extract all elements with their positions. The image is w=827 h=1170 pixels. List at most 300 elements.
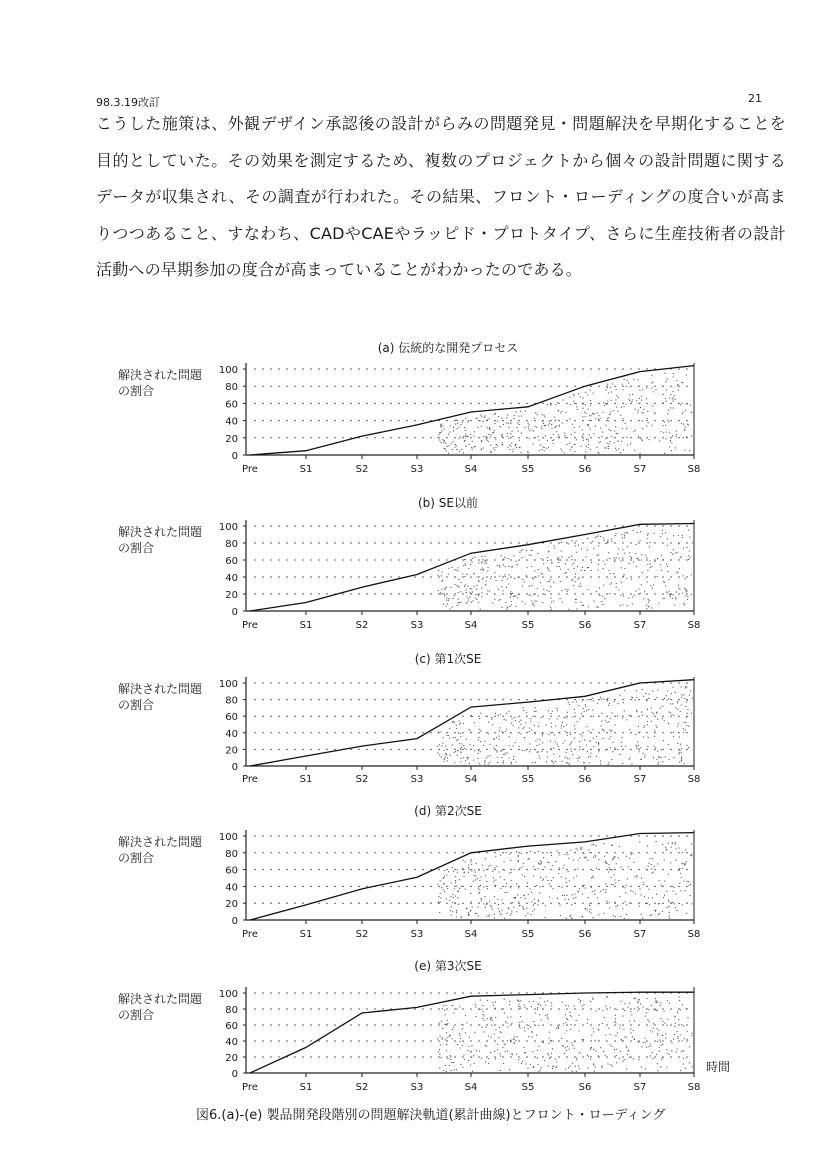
- texture-dot: [450, 608, 451, 609]
- texture-dot: [681, 760, 682, 761]
- texture-dot: [518, 861, 519, 862]
- texture-dot: [658, 1030, 659, 1031]
- texture-dot: [529, 731, 530, 732]
- texture-dot: [547, 1017, 548, 1018]
- texture-dot: [520, 1000, 521, 1001]
- texture-dot: [546, 448, 547, 449]
- texture-dot: [537, 752, 538, 753]
- texture-dot: [580, 857, 581, 858]
- texture-dot: [586, 446, 587, 447]
- texture-dot: [679, 589, 680, 590]
- texture-dot: [495, 439, 496, 440]
- texture-dot: [475, 879, 476, 880]
- texture-dot: [569, 916, 570, 917]
- texture-dot: [532, 429, 533, 430]
- y-tick-label: 20: [225, 433, 238, 445]
- texture-dot: [524, 1031, 525, 1032]
- texture-dot: [605, 883, 606, 884]
- texture-dot: [641, 1066, 642, 1067]
- texture-dot: [664, 860, 665, 861]
- texture-dot: [671, 1050, 672, 1051]
- texture-dot: [533, 1066, 534, 1067]
- texture-dot: [625, 901, 626, 902]
- texture-dot: [525, 603, 526, 604]
- texture-dot: [593, 876, 594, 877]
- texture-dot: [588, 897, 589, 898]
- texture-dot: [637, 558, 638, 559]
- texture-dot: [463, 1054, 464, 1055]
- texture-dot: [634, 450, 635, 451]
- texture-dot: [506, 602, 507, 603]
- texture-dot: [595, 1066, 596, 1067]
- texture-dot: [581, 570, 582, 571]
- texture-dot: [595, 537, 596, 538]
- texture-dot: [463, 436, 464, 437]
- texture-dot: [511, 763, 512, 764]
- texture-dot: [677, 1012, 678, 1013]
- texture-dot: [662, 1021, 663, 1022]
- texture-dot: [566, 752, 567, 753]
- texture-dot: [492, 603, 493, 604]
- texture-dot: [477, 907, 478, 908]
- texture-dot: [561, 1038, 562, 1039]
- texture-dot: [442, 580, 443, 581]
- texture-dot: [633, 431, 634, 432]
- texture-dot: [505, 566, 506, 567]
- texture-dot: [579, 749, 580, 750]
- texture-dot: [631, 715, 632, 716]
- texture-dot: [581, 586, 582, 587]
- texture-dot: [453, 1013, 454, 1014]
- texture-dot: [635, 998, 636, 999]
- texture-dot: [562, 556, 563, 557]
- texture-dot: [544, 1001, 545, 1002]
- texture-dot: [450, 910, 451, 911]
- texture-dot: [536, 601, 537, 602]
- texture-dot: [610, 441, 611, 442]
- texture-dot: [658, 762, 659, 763]
- texture-dot: [503, 564, 504, 565]
- texture-dot: [681, 705, 682, 706]
- texture-dot: [567, 758, 568, 759]
- texture-dot: [581, 446, 582, 447]
- texture-dot: [682, 413, 683, 414]
- texture-dot: [569, 704, 570, 705]
- texture-dot: [525, 722, 526, 723]
- texture-dot: [690, 884, 691, 885]
- texture-dot: [582, 436, 583, 437]
- texture-dot: [511, 601, 512, 602]
- texture-dot: [547, 567, 548, 568]
- x-tick-label: S5: [521, 464, 535, 475]
- texture-dot: [509, 854, 510, 855]
- texture-dot: [446, 735, 447, 736]
- texture-dot: [561, 725, 562, 726]
- texture-dot: [478, 750, 479, 751]
- texture-dot: [470, 564, 471, 565]
- texture-dot: [502, 442, 503, 443]
- texture-dot: [679, 750, 680, 751]
- texture-dot: [446, 1071, 447, 1072]
- texture-dot: [567, 763, 568, 764]
- texture-dot: [510, 597, 511, 598]
- texture-dot: [574, 1048, 575, 1049]
- texture-dot: [534, 437, 535, 438]
- texture-dot: [679, 883, 680, 884]
- texture-dot: [604, 856, 605, 857]
- texture-dot: [509, 606, 510, 607]
- texture-dot: [638, 436, 639, 437]
- texture-dot: [575, 1066, 576, 1067]
- texture-dot: [619, 1058, 620, 1059]
- texture-dot: [516, 851, 517, 852]
- texture-dot: [607, 541, 608, 542]
- texture-dot: [456, 910, 457, 911]
- texture-dot: [653, 713, 654, 714]
- texture-dot: [651, 868, 652, 869]
- texture-dot: [577, 761, 578, 762]
- texture-dot: [677, 701, 678, 702]
- texture-dot: [680, 890, 681, 891]
- texture-dot: [643, 882, 644, 883]
- texture-dot: [678, 870, 679, 871]
- texture-dot: [459, 1041, 460, 1042]
- texture-dot: [439, 434, 440, 435]
- texture-dot: [647, 845, 648, 846]
- texture-dot: [499, 565, 500, 566]
- texture-dot: [457, 423, 458, 424]
- texture-dot: [533, 443, 534, 444]
- texture-dot: [603, 843, 604, 844]
- texture-dot: [580, 847, 581, 848]
- texture-dot: [568, 858, 569, 859]
- x-tick-label: S6: [578, 1082, 592, 1093]
- texture-dot: [632, 853, 633, 854]
- texture-dot: [567, 589, 568, 590]
- texture-dot: [488, 1036, 489, 1037]
- texture-dot: [457, 567, 458, 568]
- texture-dot: [517, 1036, 518, 1037]
- texture-dot: [658, 756, 659, 757]
- texture-dot: [570, 404, 571, 405]
- texture-dot: [439, 1049, 440, 1050]
- texture-dot: [557, 710, 558, 711]
- texture-dot: [540, 998, 541, 999]
- texture-dot: [554, 734, 555, 735]
- texture-dot: [567, 444, 568, 445]
- texture-dot: [565, 1022, 566, 1023]
- texture-dot: [666, 849, 667, 850]
- texture-dot: [585, 704, 586, 705]
- texture-dot: [576, 1058, 577, 1059]
- texture-dot: [452, 1062, 453, 1063]
- texture-dot: [589, 699, 590, 700]
- texture-dot: [626, 404, 627, 405]
- texture-dot: [446, 1032, 447, 1033]
- texture-dot: [561, 551, 562, 552]
- texture-dot: [474, 557, 475, 558]
- texture-dot: [611, 712, 612, 713]
- texture-dot: [652, 588, 653, 589]
- texture-dot: [687, 1017, 688, 1018]
- texture-dot: [523, 710, 524, 711]
- chart-2: [118, 496, 700, 631]
- texture-dot: [448, 735, 449, 736]
- texture-dot: [458, 586, 459, 587]
- texture-dot: [646, 426, 647, 427]
- texture-dot: [662, 1057, 663, 1058]
- texture-dot: [568, 543, 569, 544]
- texture-dot: [623, 887, 624, 888]
- texture-dot: [593, 1049, 594, 1050]
- texture-dot: [562, 602, 563, 603]
- texture-dot: [666, 401, 667, 402]
- texture-dot: [684, 763, 685, 764]
- texture-dot: [603, 402, 604, 403]
- texture-dot: [660, 1018, 661, 1019]
- texture-dot: [686, 686, 687, 687]
- texture-dot: [458, 571, 459, 572]
- texture-dot: [572, 1045, 573, 1046]
- texture-dot: [588, 1067, 589, 1068]
- texture-dot: [510, 593, 511, 594]
- texture-dot: [529, 424, 530, 425]
- texture-dot: [689, 537, 690, 538]
- texture-dot: [532, 911, 533, 912]
- texture-dot: [570, 449, 571, 450]
- texture-dot: [531, 585, 532, 586]
- texture-dot: [578, 999, 579, 1000]
- texture-dot: [600, 536, 601, 537]
- texture-dot: [443, 761, 444, 762]
- texture-dot: [486, 904, 487, 905]
- texture-dot: [670, 703, 671, 704]
- texture-dot: [687, 599, 688, 600]
- texture-dot: [582, 847, 583, 848]
- texture-dot: [480, 885, 481, 886]
- texture-dot: [563, 1046, 564, 1047]
- texture-dot: [440, 432, 441, 433]
- texture-dot: [596, 868, 597, 869]
- texture-dot: [605, 861, 606, 862]
- texture-dot: [447, 604, 448, 605]
- texture-dot: [481, 876, 482, 877]
- texture-dot: [684, 698, 685, 699]
- x-tick-label: S2: [355, 774, 369, 785]
- texture-dot: [652, 405, 653, 406]
- texture-dot: [674, 605, 675, 606]
- texture-dot: [669, 432, 670, 433]
- texture-dot: [488, 722, 489, 723]
- texture-dot: [498, 904, 499, 905]
- texture-dot: [515, 1040, 516, 1041]
- texture-dot: [544, 415, 545, 416]
- texture-dot: [610, 1007, 611, 1008]
- texture-dot: [633, 998, 634, 999]
- texture-dot: [464, 440, 465, 441]
- texture-dot: [677, 726, 678, 727]
- texture-dot: [513, 906, 514, 907]
- texture-dot: [607, 443, 608, 444]
- texture-dot: [591, 1035, 592, 1036]
- texture-dot: [562, 887, 563, 888]
- texture-dot: [500, 599, 501, 600]
- texture-dot: [528, 452, 529, 453]
- texture-dot: [569, 443, 570, 444]
- texture-dot: [488, 434, 489, 435]
- texture-dot: [481, 587, 482, 588]
- texture-dot: [636, 746, 637, 747]
- texture-dot: [481, 900, 482, 901]
- texture-dot: [565, 878, 566, 879]
- texture-dot: [456, 885, 457, 886]
- texture-dot: [584, 570, 585, 571]
- texture-dot: [671, 443, 672, 444]
- texture-dot: [442, 439, 443, 440]
- texture-dot: [628, 1050, 629, 1051]
- texture-dot: [598, 745, 599, 746]
- texture-dot: [498, 908, 499, 909]
- texture-dot: [478, 915, 479, 916]
- texture-dot: [563, 1023, 564, 1024]
- y-tick-label: 40: [225, 573, 238, 584]
- texture-dot: [497, 751, 498, 752]
- y-tick-label: 80: [225, 848, 238, 860]
- texture-dot: [656, 727, 657, 728]
- texture-dot: [456, 585, 457, 586]
- texture-dot: [635, 591, 636, 592]
- texture-dot: [505, 1021, 506, 1022]
- texture-dot: [587, 1019, 588, 1020]
- texture-dot: [567, 1046, 568, 1047]
- texture-dot: [669, 446, 670, 447]
- texture-dot: [562, 761, 563, 762]
- texture-dot: [631, 697, 632, 698]
- texture-dot: [685, 410, 686, 411]
- texture-dot: [590, 390, 591, 391]
- texture-dot: [453, 1027, 454, 1028]
- texture-dot: [679, 868, 680, 869]
- texture-dot: [511, 913, 512, 914]
- texture-dot: [479, 729, 480, 730]
- texture-dot: [521, 1063, 522, 1064]
- texture-dot: [501, 899, 502, 900]
- texture-dot: [444, 1010, 445, 1011]
- texture-dot: [652, 897, 653, 898]
- texture-dot: [612, 751, 613, 752]
- x-tick-label: S5: [521, 929, 535, 940]
- texture-dot: [616, 1062, 617, 1063]
- texture-dot: [619, 754, 620, 755]
- texture-dot: [618, 449, 619, 450]
- texture-dot: [619, 1027, 620, 1028]
- x-tick-label: S1: [299, 1082, 313, 1093]
- texture-dot: [610, 584, 611, 585]
- texture-dot: [590, 756, 591, 757]
- texture-dot: [609, 902, 610, 903]
- texture-dot: [469, 763, 470, 764]
- y-tick-label: 40: [225, 882, 238, 894]
- texture-dot: [691, 412, 692, 413]
- texture-dot: [539, 758, 540, 759]
- texture-dot: [627, 546, 628, 547]
- texture-dot: [541, 573, 542, 574]
- texture-dot: [583, 708, 584, 709]
- texture-dot: [505, 1051, 506, 1052]
- texture-dot: [642, 715, 643, 716]
- texture-dot: [607, 418, 608, 419]
- texture-dot: [630, 1011, 631, 1012]
- texture-dot: [616, 389, 617, 390]
- texture-dot: [587, 395, 588, 396]
- texture-dot: [503, 424, 504, 425]
- x-tick-label: S6: [578, 464, 592, 475]
- texture-dot: [457, 869, 458, 870]
- texture-dot: [588, 589, 589, 590]
- texture-dot: [620, 415, 621, 416]
- texture-dot: [493, 1005, 494, 1006]
- texture-dot: [507, 415, 508, 416]
- texture-dot: [479, 763, 480, 764]
- texture-dot: [622, 428, 623, 429]
- texture-dot: [570, 1012, 571, 1013]
- texture-dot: [507, 1051, 508, 1052]
- texture-dot: [673, 757, 674, 758]
- texture-dot: [639, 841, 640, 842]
- texture-dot: [691, 1035, 692, 1036]
- texture-dot: [465, 1015, 466, 1016]
- texture-dot: [618, 548, 619, 549]
- texture-dot: [477, 427, 478, 428]
- texture-dot: [618, 397, 619, 398]
- texture-dot: [672, 435, 673, 436]
- texture-dot: [628, 1007, 629, 1008]
- texture-dot: [687, 1031, 688, 1032]
- texture-dot: [634, 876, 635, 877]
- texture-dot: [556, 431, 557, 432]
- texture-dot: [669, 759, 670, 760]
- texture-dot: [649, 1046, 650, 1047]
- x-tick-label: S4: [464, 929, 478, 940]
- texture-dot: [538, 1003, 539, 1004]
- texture-dot: [526, 575, 527, 576]
- texture-dot: [494, 1034, 495, 1035]
- texture-dot: [663, 581, 664, 582]
- texture-dot: [480, 415, 481, 416]
- texture-dot: [519, 721, 520, 722]
- texture-dot: [669, 591, 670, 592]
- texture-dot: [510, 1040, 511, 1041]
- texture-dot: [482, 568, 483, 569]
- texture-dot: [510, 449, 511, 450]
- texture-dot: [642, 421, 643, 422]
- texture-dot: [575, 581, 576, 582]
- texture-dot: [595, 855, 596, 856]
- texture-dot: [661, 885, 662, 886]
- texture-dot: [562, 895, 563, 896]
- texture-dot: [520, 724, 521, 725]
- texture-dot: [499, 1027, 500, 1028]
- texture-dot: [624, 887, 625, 888]
- texture-dot: [460, 436, 461, 437]
- texture-dot: [439, 1068, 440, 1069]
- texture-dot: [688, 885, 689, 886]
- texture-dot: [514, 578, 515, 579]
- texture-dot: [446, 754, 447, 755]
- texture-dot: [576, 1020, 577, 1021]
- texture-dot: [564, 865, 565, 866]
- texture-dot: [633, 1058, 634, 1059]
